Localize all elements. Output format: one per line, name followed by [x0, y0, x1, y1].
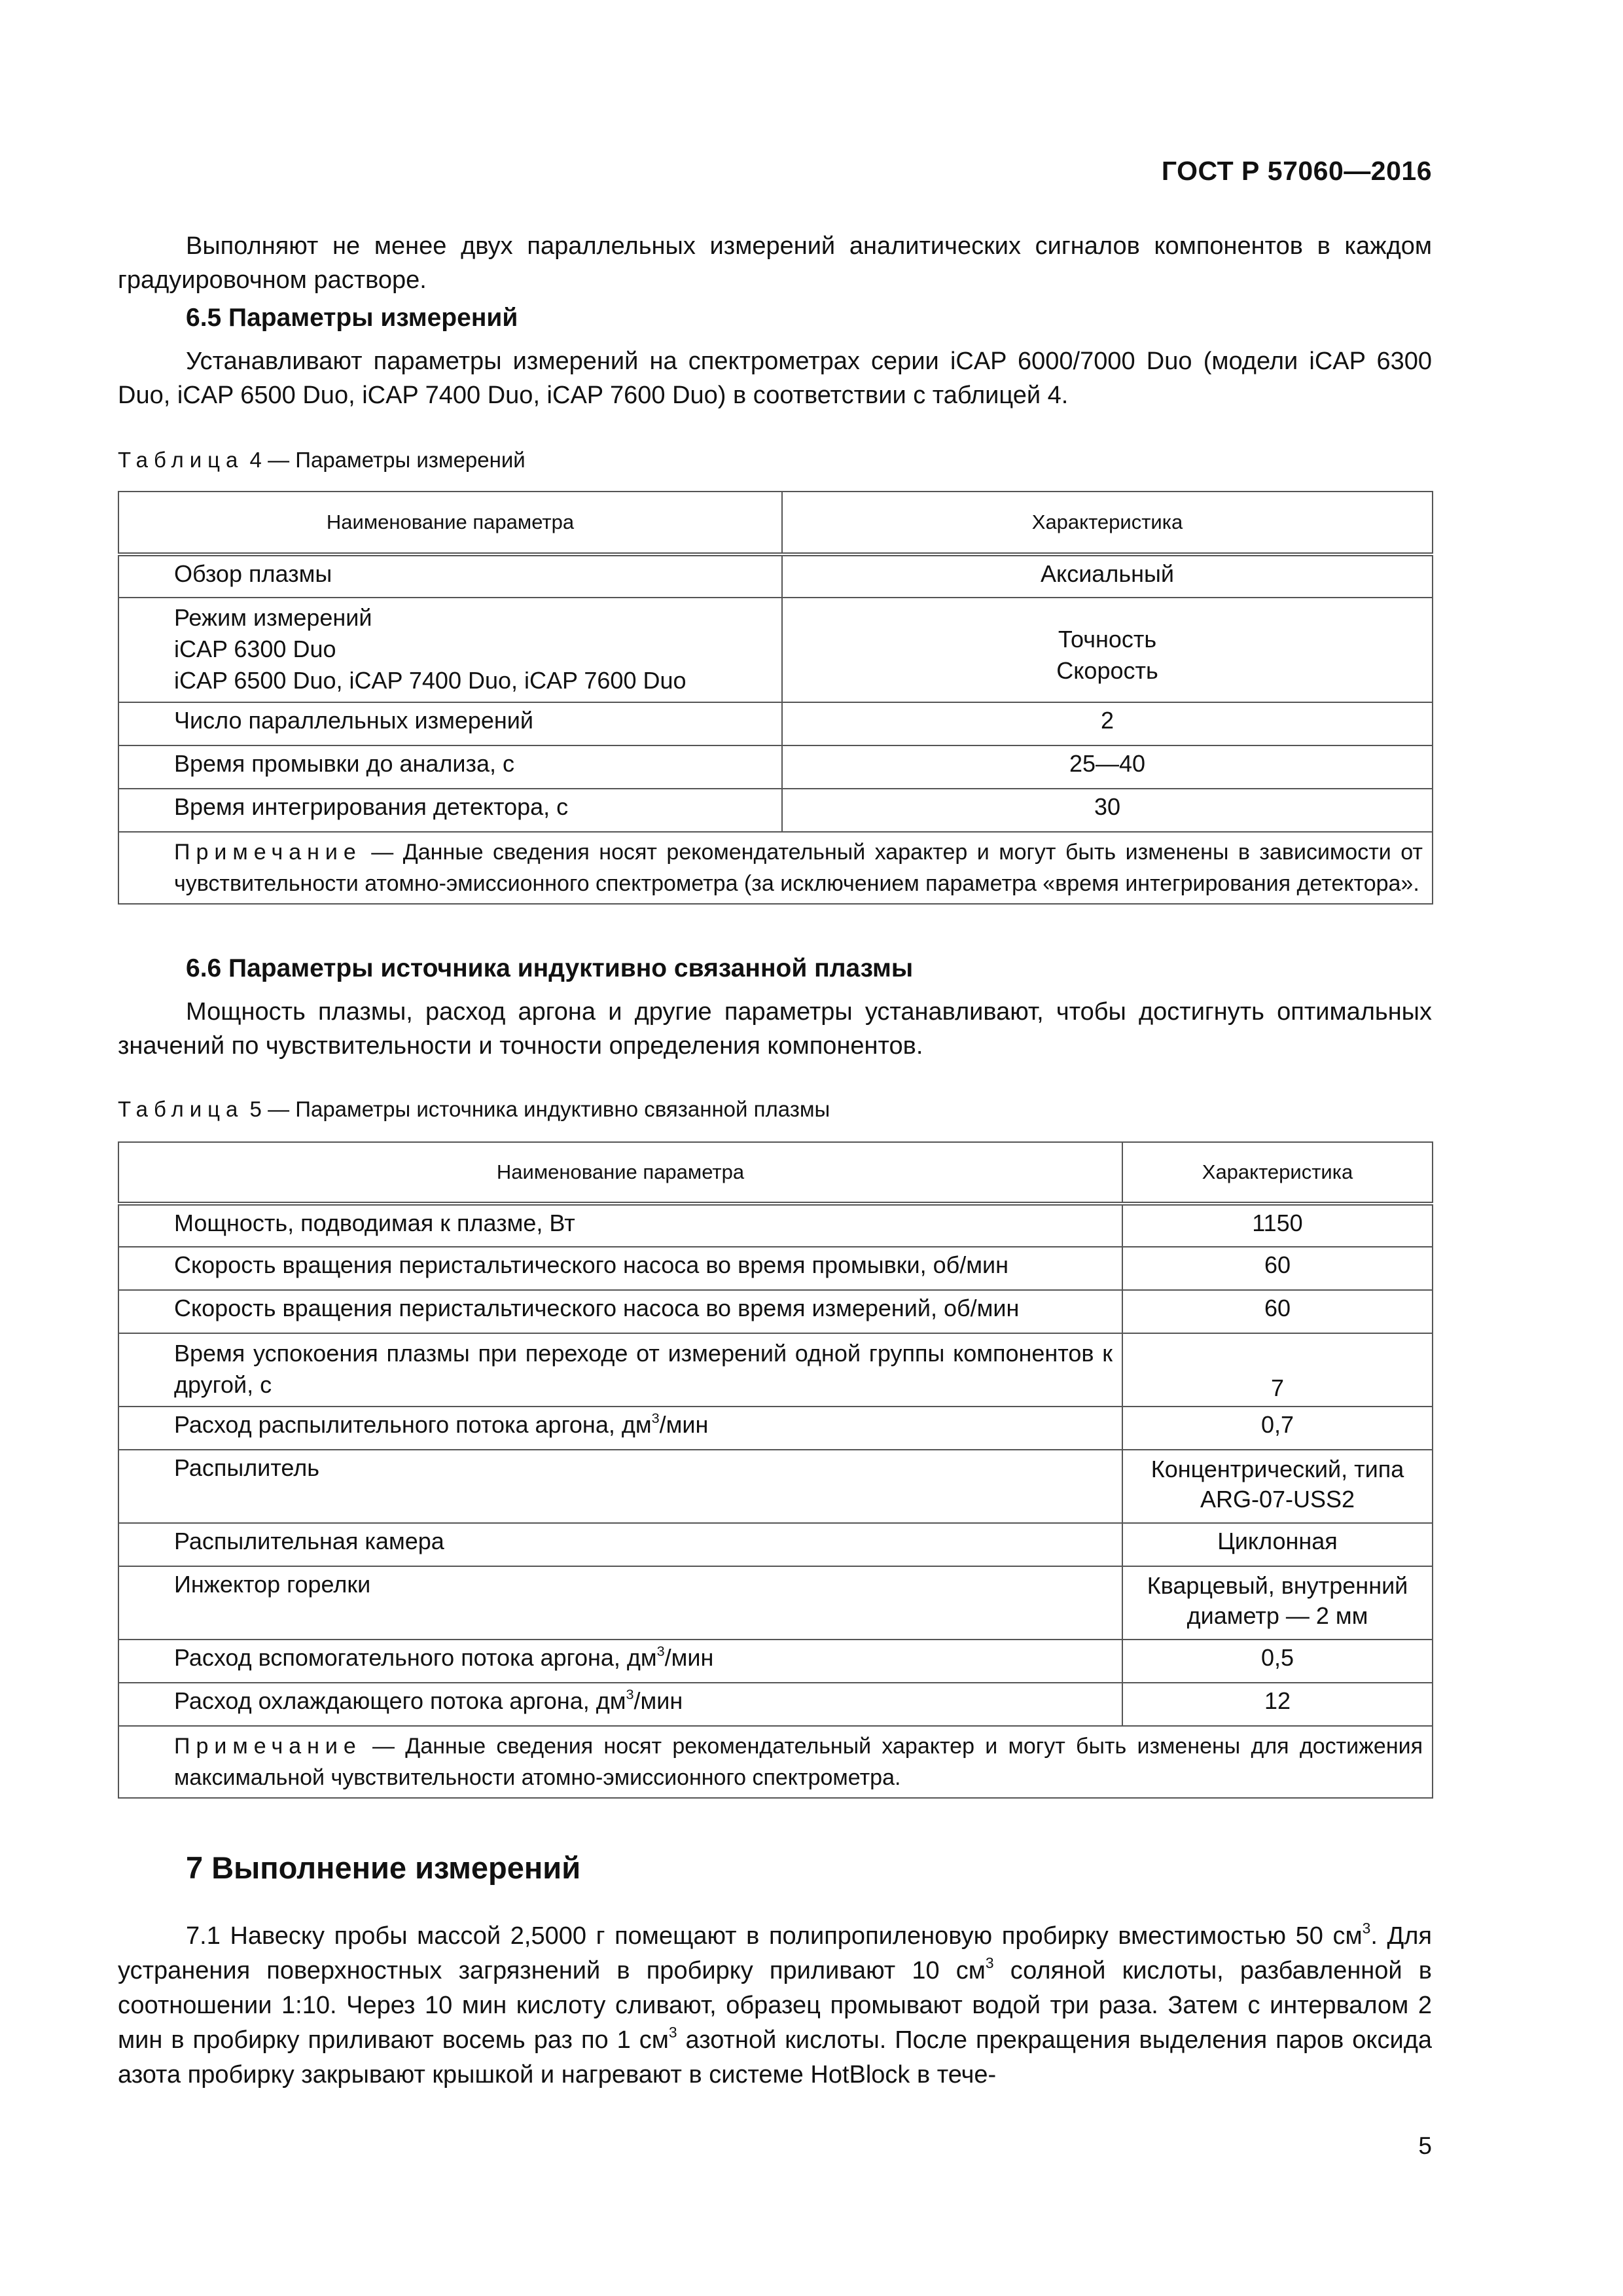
table-row: Режим измерений iCAP 6300 Duo iCAP 6500 Duo, iCAP 7400 Duo, iCAP 7600 Duo Точность Скорость: [118, 598, 1433, 702]
table-4-header-value: Характеристика: [782, 492, 1433, 554]
section-6-5-paragraph: Устанавливают параметры измерений на спектрометрах серии iCAP 6000/7000 Duo (модели iCAP 6300 Duo, iCAP 6500 Duo, iCAP 7400 Duo, iCAP 7600 Duo) в соответствии с таблицей 4.: [118, 348, 1432, 409]
table-row: Расход охлаждающего потока аргона, $дм^3$/мин 12: [118, 1683, 1433, 1726]
standard-header: ГОСТ Р 57060—2016: [1161, 156, 1432, 186]
section-7-heading: 7 Выполнение измерений: [186, 1850, 581, 1885]
table-row: Число параллельных измерений 2: [118, 702, 1433, 745]
table-5-note-row: Примечание — Данные сведения носят рекомендательный характер и могут быть изменены для достижения максимальной чувствительности атомно-эмиссионного спектрометра.: [118, 1726, 1433, 1798]
table-row: Время интегрирования детектора, с 30: [118, 789, 1433, 832]
table-row: Скорость вращения перистальтического насоса во время измерений, об/мин 60: [118, 1290, 1433, 1333]
table-row: Расход распылительного потока аргона, $дм^3$/мин 0,7: [118, 1407, 1433, 1450]
section-6-6-heading: 6.6 Параметры источника индуктивно связанной плазмы: [186, 954, 914, 982]
table-4-caption: Таблица 4 — Параметры измерений: [118, 448, 526, 472]
table-row: Время успокоения плазмы при переходе от измерений одной группы компонентов к другой, с 7: [118, 1333, 1433, 1407]
table-4-note-row: Примечание — Данные сведения носят рекомендательный характер и могут быть изменены в зависимости от чувствительности атомно-эмиссионного спектрометра (за исключением параметра «время интегрирования детектора».: [118, 832, 1433, 904]
table-5: [118, 1141, 1433, 1799]
table-4-header-param: Наименование параметра: [118, 492, 782, 554]
table-5-header-param: Наименование параметра: [118, 1142, 1122, 1204]
table-5-header-value: Характеристика: [1122, 1142, 1433, 1204]
intro-paragraph: Выполняют не менее двух параллельных измерений аналитических сигналов компонентов в каждом градуировочном растворе.: [118, 232, 1432, 294]
section-7-paragraph: 7.1 Навеску пробы массой 2,5000 г помещают в полипропиленовую пробирку вместимостью 50 $см^3$. Для устранения поверхностных загрязнений в пробирку приливают 10 $см^3$ соляной кислоты, разбавленной в соотношении 1:10. Через 10 мин кислоту сливают, образец промывают водой три раза. Затем с интервалом 2 мин в пробирку приливают восемь раз по 1 $см^3$ азотной кислоты. После прекращения выделения паров оксида азота пробирку закрывают крышкой и нагревают в системе HotBlock в тече-: [118, 1920, 1432, 2089]
table-row: Время промывки до анализа, с 25—40: [118, 745, 1433, 789]
table-row: Распылительная камера Циклонная: [118, 1523, 1433, 1566]
table-row: Распылитель Концентрический, типа ARG-07-USS2: [118, 1450, 1433, 1523]
table-row: Инжектор горелки Кварцевый, внутренний диаметр — 2 мм: [118, 1566, 1433, 1640]
table-5-caption: Таблица 5 — Параметры источника индуктивно связанной плазмы: [118, 1097, 830, 1121]
section-6-6-paragraph: Мощность плазмы, расход аргона и другие параметры устанавливают, чтобы достигнуть оптимальных значений по чувствительности и точности определения компонентов.: [118, 998, 1432, 1060]
table-row: Мощность, подводимая к плазме, Вт 1150: [118, 1204, 1433, 1247]
table-row: Расход вспомогательного потока аргона, $дм^3$/мин 0,5: [118, 1640, 1433, 1683]
table-4: [118, 491, 1433, 905]
section-6-5-heading: 6.5 Параметры измерений: [186, 304, 518, 332]
table-row: Скорость вращения перистальтического насоса во время промывки, об/мин 60: [118, 1247, 1433, 1290]
table-row: Обзор плазмы Аксиальный: [118, 554, 1433, 598]
page-number: 5: [1418, 2132, 1432, 2159]
